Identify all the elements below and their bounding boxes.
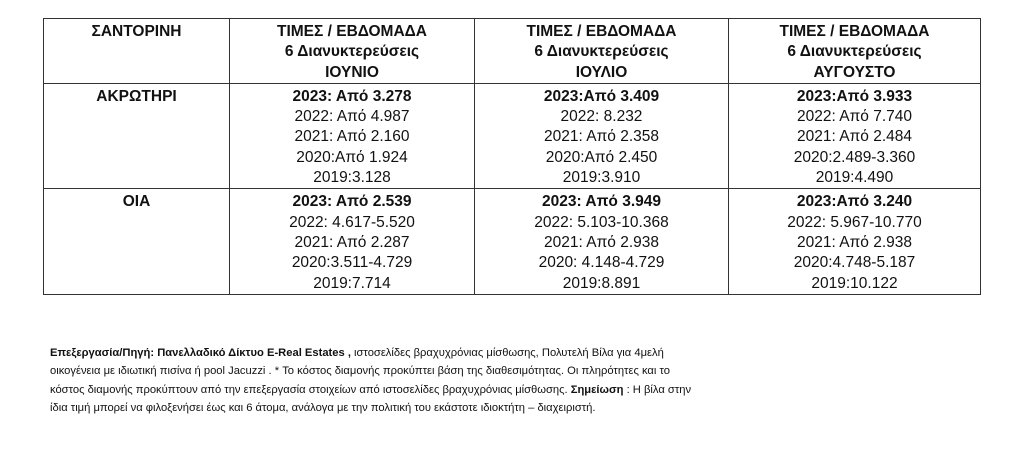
footnote-line xyxy=(50,344,850,362)
price-line: 2019:3.128 xyxy=(313,169,391,187)
price-line: 2020:4.748-5.187 xyxy=(793,254,916,272)
price-line: 2019:4.490 xyxy=(815,169,894,187)
note-label: Σημείωση xyxy=(570,383,624,396)
price-line: 2023:Από 3.933 xyxy=(796,87,913,105)
price-line: 2022: 5.103-10.368 xyxy=(534,213,669,231)
price-line: 2019:10.122 xyxy=(811,274,898,292)
price-line: 2023:Από 3.409 xyxy=(543,87,660,105)
price-line: 2022: 8.232 xyxy=(560,108,643,126)
price-cell xyxy=(729,83,981,188)
price-line: 2022: Από 4.987 xyxy=(294,108,410,126)
price-table xyxy=(43,18,981,295)
footnote-text: κόστος διαμονής προκύπτουν από την επεξεργασία στοιχείων από ιστοσελίδες βραχυχρόνιας μίσθωσης. xyxy=(50,383,571,396)
table-row-oia xyxy=(44,189,981,294)
price-line: 2020:Από 2.450 xyxy=(545,148,658,166)
price-cell xyxy=(230,189,475,294)
price-line: 2021: Από 2.938 xyxy=(797,233,912,251)
source-label: Επεξεργασία/Πηγή: Πανελλαδικό Δίκτυο E-Real Estates , xyxy=(50,347,351,359)
price-line: 2020: 4.148-4.729 xyxy=(538,254,665,272)
price-cell xyxy=(729,189,981,294)
header-line: ΤΙΜΕΣ / ΕΒΔΟΜΑΔΑ xyxy=(779,23,930,40)
column-header-july xyxy=(475,19,729,84)
footnote-line: οικογένεια με ιδιωτική πισίνα ή pool Jacuzzi . * Το κόστος διαμονής προκύπτει βάση της διαθεσιμότητας. Οι πληρότητες και το xyxy=(50,365,670,378)
header-line: 6 Διανυκτερεύσεις xyxy=(284,43,420,61)
price-cell xyxy=(475,83,729,188)
header-line: ΙΟΥΛΙΟ xyxy=(575,63,628,81)
price-line: 2022: 4.617-5.520 xyxy=(289,213,415,231)
price-line: 2019:7.714 xyxy=(313,274,391,292)
location-cell: ΟΙΑ xyxy=(44,189,230,294)
header-line: ΤΙΜΕΣ / ΕΒΔΟΜΑΔΑ xyxy=(277,23,427,40)
location-cell: ΑΚΡΩΤΗΡΙ xyxy=(44,83,230,188)
footnote-text: ιστοσελίδες βραχυχρόνιας μίσθωσης, Πολυτελή Βίλα για 4μελή xyxy=(350,347,664,359)
price-cell xyxy=(475,189,729,294)
price-line: 2021: Από 2.358 xyxy=(544,128,659,146)
footnote-text: : Η βίλα στην xyxy=(623,383,692,396)
location-header xyxy=(44,19,230,84)
price-line: 2019:8.891 xyxy=(562,274,641,292)
price-line: 2021: Από 2.287 xyxy=(294,233,410,251)
header-line: ΙΟΥΝΙΟ xyxy=(325,63,379,81)
price-line: 2022: 5.967-10.770 xyxy=(787,213,922,231)
price-line: 2023: Από 2.539 xyxy=(292,193,412,211)
source-footnote xyxy=(50,344,850,417)
price-line: 2023: Από 3.949 xyxy=(542,193,661,211)
price-line: 2020:Από 1.924 xyxy=(296,148,408,166)
price-line: 2023: Από 3.278 xyxy=(292,87,412,105)
location-header-text: ΣΑΝΤΟΡΙΝΗ xyxy=(91,23,182,40)
table-row-akrotiri xyxy=(44,83,981,188)
footnote-line: ίδια τιμή μπορεί να φιλοξενήσει έως και 6 άτομα, ανάλογα με την πολιτική του εκάστοτε ιδιοκτήτη – διαχειριστή. xyxy=(50,401,596,414)
header-row xyxy=(44,19,981,84)
column-header-august xyxy=(729,19,981,84)
header-line: ΑΥΓΟΥΣΤΟ xyxy=(813,63,896,81)
price-line: 2019:3.910 xyxy=(562,169,641,187)
price-line: 2020:2.489-3.360 xyxy=(793,148,916,166)
column-header-june xyxy=(230,19,475,84)
header-line: 6 Διανυκτερεύσεις xyxy=(787,43,922,61)
price-line: 2020:3.511-4.729 xyxy=(291,254,413,272)
price-cell xyxy=(230,83,475,188)
price-line: 2021: Από 2.160 xyxy=(294,128,410,146)
price-line: 2021: Από 2.484 xyxy=(797,128,912,146)
price-line: 2021: Από 2.938 xyxy=(544,233,659,251)
header-line: ΤΙΜΕΣ / ΕΒΔΟΜΑΔΑ xyxy=(526,23,677,40)
footnote-line xyxy=(50,381,850,399)
price-line: 2023:Από 3.240 xyxy=(796,193,913,211)
price-line: 2022: Από 7.740 xyxy=(797,108,912,126)
header-line: 6 Διανυκτερεύσεις xyxy=(534,43,669,61)
